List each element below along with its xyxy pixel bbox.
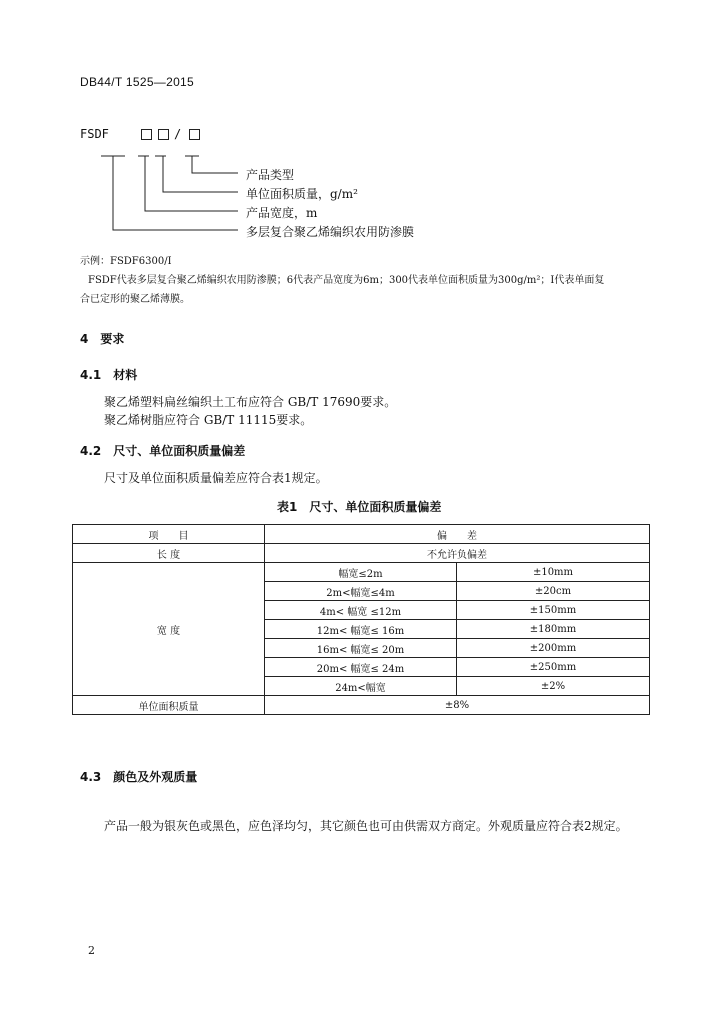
width-range: 4m< 幅宽 ≤12m [265,601,457,620]
table-1 [72,524,650,715]
example-line-3: 合已定形的聚乙烯薄膜。 [80,294,190,305]
section-4-1-para-1: 聚乙烯塑料扁丝编织土工布应符合 GB/T 17690要求。 [104,395,397,409]
section-4-3-heading: 4.3 颜色及外观质量 [80,770,198,784]
width-label: 宽 度 [73,563,265,696]
length-label: 长 度 [73,544,265,563]
table-row-mass [73,696,650,715]
width-deviation: ±2% [457,677,650,696]
designation-label-width: 产品宽度，m [246,206,318,220]
designation-label-name: 多层复合聚乙烯编织农用防渗膜 [246,225,415,239]
section-4-1-para-2: 聚乙烯树脂应符合 GB/T 11115要求。 [104,413,313,427]
example-line-1: 示例：FSDF6300/Ⅰ [80,256,172,267]
table-header-deviation: 偏 差 [265,525,650,544]
width-range: 12m< 幅宽≤ 16m [265,620,457,639]
length-value: 不允许负偏差 [265,544,650,563]
width-deviation: ±150mm [457,601,650,620]
table-1-caption: 表1 尺寸、单位面积质量偏差 [277,500,442,514]
mass-label: 单位面积质量 [73,696,265,715]
width-deviation: ±200mm [457,639,650,658]
section-4-heading: 4 要求 [80,332,125,346]
table-row-width-1 [73,563,650,582]
page-number: 2 [88,944,95,957]
width-deviation: ±10mm [457,563,650,582]
section-4-2-heading: 4.2 尺寸、单位面积质量偏差 [80,444,246,458]
width-deviation: ±20cm [457,582,650,601]
width-range: 幅宽≤2m [265,563,457,582]
table-header-row [73,525,650,544]
section-4-1-heading: 4.1 材料 [80,368,138,382]
width-deviation: ±250mm [457,658,650,677]
section-4-2-para: 尺寸及单位面积质量偏差应符合表1规定。 [104,471,328,485]
width-range: 16m< 幅宽≤ 20m [265,639,457,658]
designation-prefix: FSDF [80,127,109,141]
table-row-length [73,544,650,563]
designation-label-mass: 单位面积质量，g/m² [246,187,358,201]
standard-code: DB44/T 1525—2015 [80,75,194,89]
designation-slash: / [174,127,182,141]
section-4-3-para: 产品一般为银灰色或黑色，应色泽均匀，其它颜色也可由供需双方商定。外观质量应符合表2规定。 [104,819,628,833]
width-range: 24m<幅宽 [265,677,457,696]
example-line-2: FSDF代表多层复合聚乙烯编织农用防渗膜；6代表产品宽度为6m；300代表单位面积质量为300g/m²；Ⅰ代表单面复 [88,275,605,286]
width-deviation: ±180mm [457,620,650,639]
width-range: 20m< 幅宽≤ 24m [265,658,457,677]
width-range: 2m<幅宽≤4m [265,582,457,601]
designation-label-type: 产品类型 [246,168,295,182]
mass-value: ±8% [265,696,650,715]
table-header-item: 项 目 [73,525,265,544]
